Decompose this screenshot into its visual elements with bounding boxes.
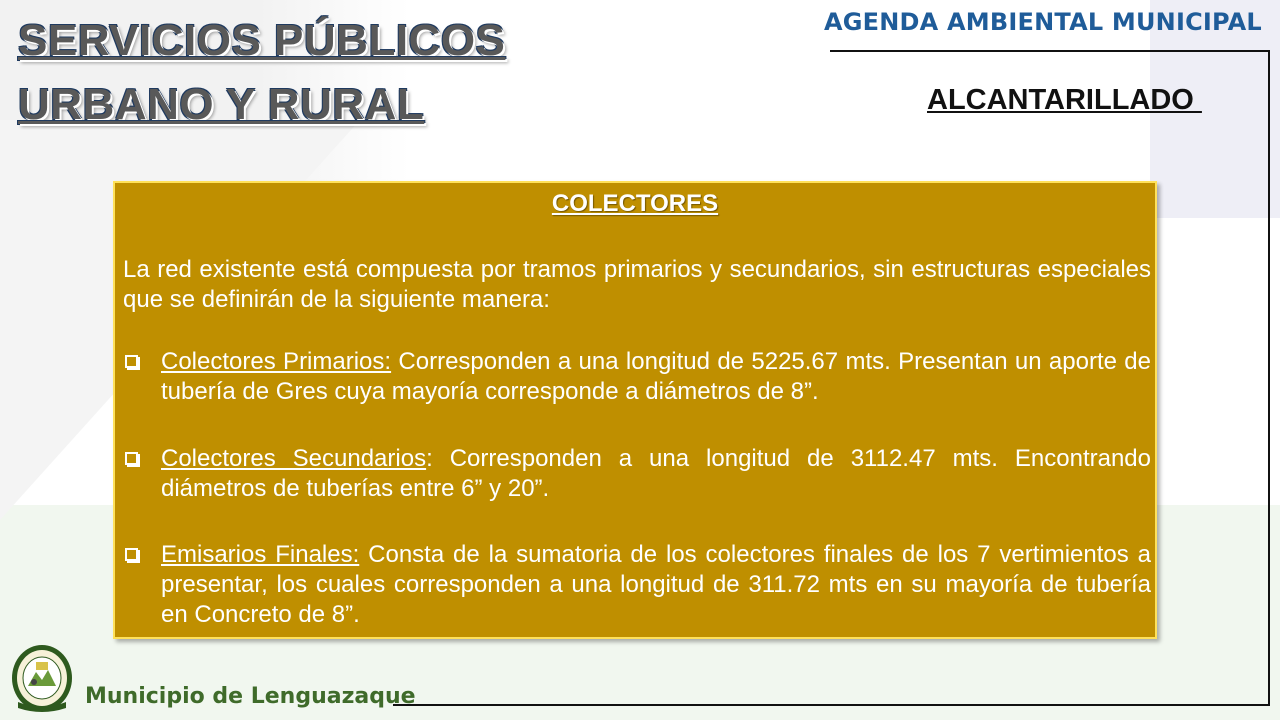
checkbox-bullet-icon (123, 444, 161, 504)
slide-title-line-2: URBANO Y RURAL (18, 80, 425, 129)
list-item-label: Colectores Primarios: (161, 348, 392, 375)
municipal-seal-icon (10, 642, 74, 716)
checkbox-bullet-icon (123, 540, 161, 630)
list-item-text (161, 444, 1151, 504)
intro-paragraph: La red existente está compuesta por tramos primarios y secundarios, sin estructuras especiales que se definirán de la siguiente manera: (123, 256, 1151, 313)
agenda-heading: AGENDA AMBIENTAL MUNICIPAL (824, 8, 1262, 36)
frame-line-bottom (393, 704, 1270, 706)
list-item (123, 347, 1151, 407)
list-item-body: Corresponden a una longitud de 5225.67 mts. Presentan un aporte de tubería de Gres cuya mayoría corresponde a diámetros de 8”. (161, 348, 1151, 405)
list-item-label: Colectores Secundarios (161, 445, 427, 472)
list-item-body: Consta de la sumatoria de los colectores finales de los 7 vertimientos a presentar, los cuales corresponden a una longitud de 311.72 mts en su mayoría de tubería en Concreto de 8”. (161, 541, 1151, 628)
list-item-text (161, 347, 1151, 407)
list-item (123, 540, 1151, 630)
frame-line-top (830, 50, 1270, 52)
list-item (123, 444, 1151, 504)
list-item-body: : Corresponden a una longitud de 3112.47 mts. Encontrando diámetros de tuberías entre 6” y 20”. (161, 445, 1151, 502)
list-item-label: Emisarios Finales: (161, 541, 360, 568)
slide-title-line-1: SERVICIOS PÚBLICOS (18, 16, 506, 65)
checkbox-bullet-icon (123, 347, 161, 407)
section-subtitle: ALCANTARILLADO (927, 84, 1202, 116)
frame-line-right (1268, 50, 1270, 706)
panel-heading: COLECTORES (551, 190, 719, 217)
content-panel (113, 181, 1157, 639)
municipality-name: Municipio de Lenguazaque (85, 684, 416, 709)
list-item-text (161, 540, 1151, 630)
